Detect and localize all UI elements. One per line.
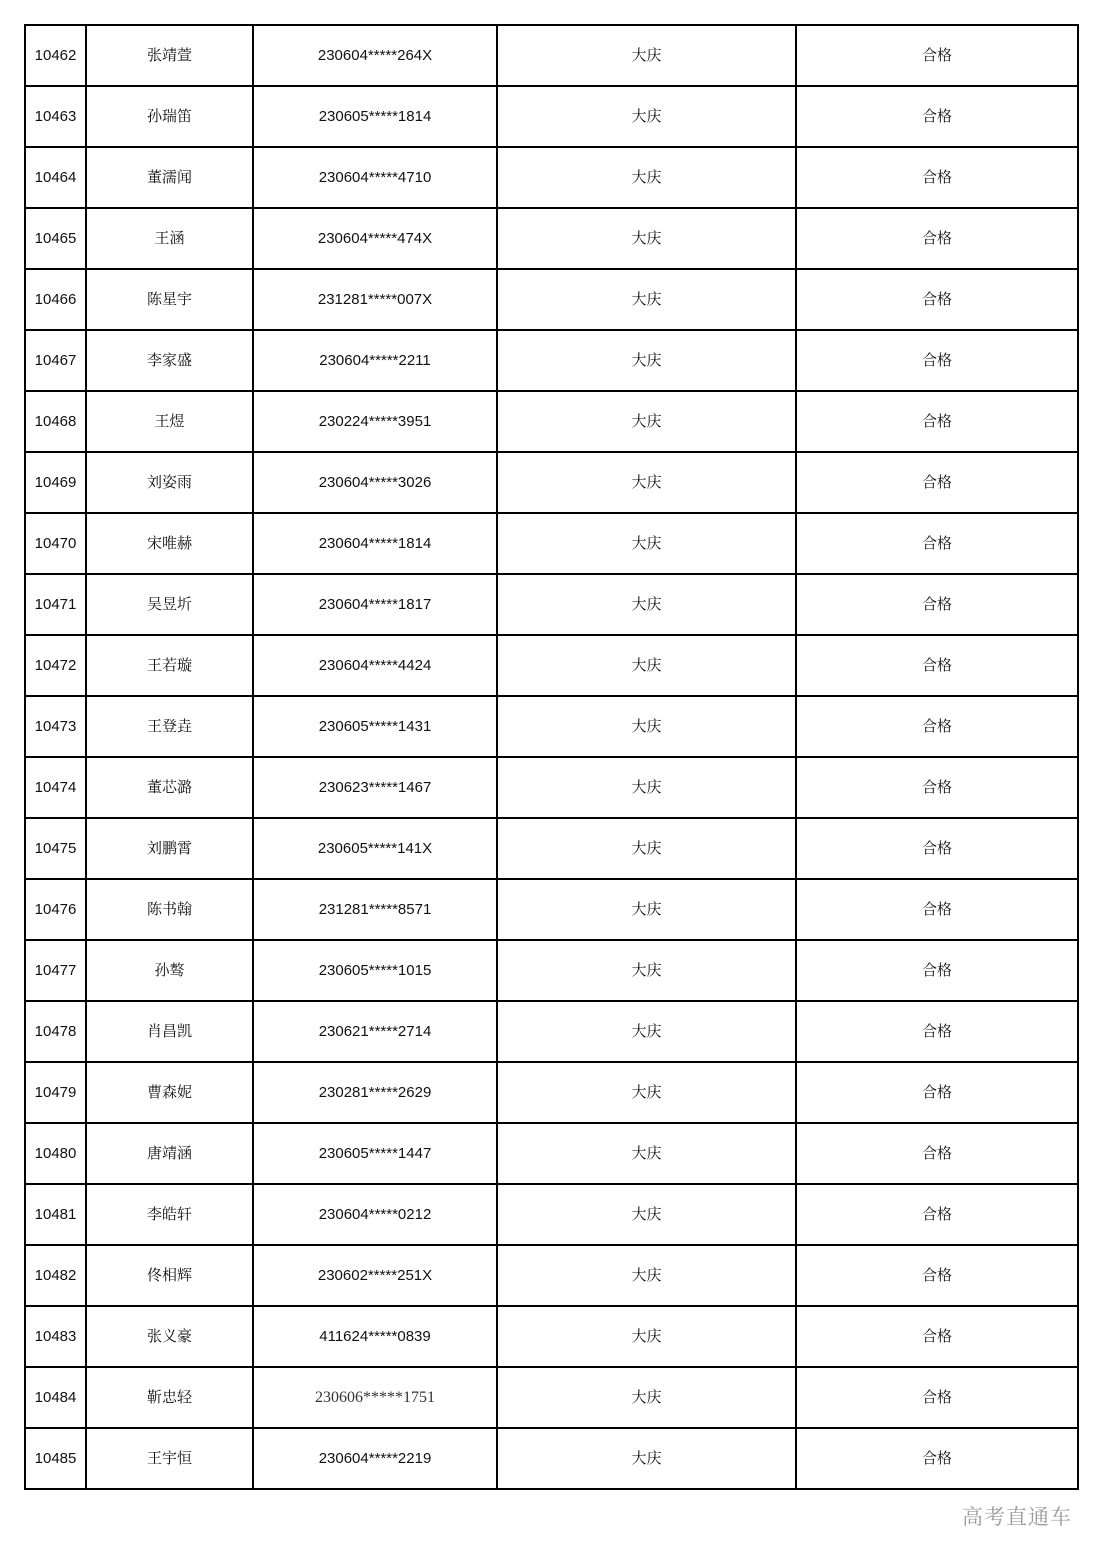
candidate-name: 刘姿雨 — [86, 452, 253, 513]
table-row — [25, 1367, 1078, 1428]
result-status: 合格 — [796, 1367, 1078, 1428]
roster-body — [25, 25, 1078, 1489]
result-status: 合格 — [796, 757, 1078, 818]
row-number: 10476 — [25, 879, 86, 940]
row-number: 10466 — [25, 269, 86, 330]
row-number: 10484 — [25, 1367, 86, 1428]
row-number: 10482 — [25, 1245, 86, 1306]
table-row — [25, 330, 1078, 391]
city: 大庆 — [497, 757, 796, 818]
row-number: 10464 — [25, 147, 86, 208]
result-status: 合格 — [796, 1306, 1078, 1367]
city: 大庆 — [497, 696, 796, 757]
result-status: 合格 — [796, 1001, 1078, 1062]
roster-table — [24, 24, 1079, 1490]
city: 大庆 — [497, 1306, 796, 1367]
city: 大庆 — [497, 635, 796, 696]
result-status: 合格 — [796, 208, 1078, 269]
result-status: 合格 — [796, 330, 1078, 391]
row-number: 10468 — [25, 391, 86, 452]
row-number: 10480 — [25, 1123, 86, 1184]
city: 大庆 — [497, 1062, 796, 1123]
row-number: 10469 — [25, 452, 86, 513]
result-status: 合格 — [796, 269, 1078, 330]
id-number: 230604*****1817 — [253, 574, 497, 635]
id-number: 230604*****474X — [253, 208, 497, 269]
table-row — [25, 940, 1078, 1001]
result-status: 合格 — [796, 940, 1078, 1001]
city: 大庆 — [497, 1367, 796, 1428]
city: 大庆 — [497, 25, 796, 86]
table-row — [25, 1428, 1078, 1489]
id-number: 230604*****2211 — [253, 330, 497, 391]
city: 大庆 — [497, 208, 796, 269]
table-row — [25, 391, 1078, 452]
row-number: 10465 — [25, 208, 86, 269]
candidate-name: 董濡闻 — [86, 147, 253, 208]
candidate-name: 张义豪 — [86, 1306, 253, 1367]
city: 大庆 — [497, 391, 796, 452]
row-number: 10474 — [25, 757, 86, 818]
table-row — [25, 879, 1078, 940]
id-number: 230602*****251X — [253, 1245, 497, 1306]
id-number: 230604*****2219 — [253, 1428, 497, 1489]
candidate-name: 王登垚 — [86, 696, 253, 757]
candidate-name: 张靖萱 — [86, 25, 253, 86]
candidate-name: 刘鹏霄 — [86, 818, 253, 879]
candidate-name: 靳忠轻 — [86, 1367, 253, 1428]
candidate-name: 王若璇 — [86, 635, 253, 696]
candidate-name: 宋唯赫 — [86, 513, 253, 574]
candidate-name: 吴昱圻 — [86, 574, 253, 635]
table-row — [25, 513, 1078, 574]
table-row — [25, 452, 1078, 513]
city: 大庆 — [497, 1123, 796, 1184]
result-status: 合格 — [796, 1123, 1078, 1184]
table-row — [25, 208, 1078, 269]
row-number: 10478 — [25, 1001, 86, 1062]
row-number: 10467 — [25, 330, 86, 391]
candidate-name: 孙骜 — [86, 940, 253, 1001]
id-number: 230606*****1751 — [253, 1367, 497, 1428]
candidate-name: 李皓轩 — [86, 1184, 253, 1245]
row-number: 10470 — [25, 513, 86, 574]
id-number: 230604*****0212 — [253, 1184, 497, 1245]
candidate-name: 董芯潞 — [86, 757, 253, 818]
id-number: 230605*****1015 — [253, 940, 497, 1001]
row-number: 10463 — [25, 86, 86, 147]
candidate-name: 王煜 — [86, 391, 253, 452]
watermark-text: 高考直通车 — [962, 1505, 1072, 1529]
result-status: 合格 — [796, 452, 1078, 513]
id-number: 230604*****4710 — [253, 147, 497, 208]
city: 大庆 — [497, 330, 796, 391]
table-row — [25, 1001, 1078, 1062]
table-row — [25, 1184, 1078, 1245]
result-status: 合格 — [796, 86, 1078, 147]
candidate-name: 曹森妮 — [86, 1062, 253, 1123]
result-status: 合格 — [796, 818, 1078, 879]
table-row — [25, 1306, 1078, 1367]
id-number: 230605*****1447 — [253, 1123, 497, 1184]
table-row — [25, 147, 1078, 208]
table-row — [25, 1245, 1078, 1306]
row-number: 10485 — [25, 1428, 86, 1489]
id-number: 230224*****3951 — [253, 391, 497, 452]
id-number: 230604*****4424 — [253, 635, 497, 696]
result-status: 合格 — [796, 879, 1078, 940]
row-number: 10477 — [25, 940, 86, 1001]
city: 大庆 — [497, 1245, 796, 1306]
id-number: 411624*****0839 — [253, 1306, 497, 1367]
row-number: 10462 — [25, 25, 86, 86]
result-status: 合格 — [796, 574, 1078, 635]
result-status: 合格 — [796, 635, 1078, 696]
table-row — [25, 696, 1078, 757]
table-row — [25, 1062, 1078, 1123]
id-number: 230605*****1431 — [253, 696, 497, 757]
id-number: 230605*****1814 — [253, 86, 497, 147]
candidate-name: 唐靖涵 — [86, 1123, 253, 1184]
id-number: 230604*****1814 — [253, 513, 497, 574]
candidate-name: 佟相辉 — [86, 1245, 253, 1306]
row-number: 10473 — [25, 696, 86, 757]
row-number: 10481 — [25, 1184, 86, 1245]
result-status: 合格 — [796, 1062, 1078, 1123]
table-row — [25, 269, 1078, 330]
table-row — [25, 574, 1078, 635]
result-status: 合格 — [796, 1428, 1078, 1489]
city: 大庆 — [497, 1184, 796, 1245]
id-number: 230605*****141X — [253, 818, 497, 879]
candidate-name: 肖昌凯 — [86, 1001, 253, 1062]
candidate-name: 王宇恒 — [86, 1428, 253, 1489]
row-number: 10483 — [25, 1306, 86, 1367]
result-status: 合格 — [796, 696, 1078, 757]
candidate-name: 孙瑞笛 — [86, 86, 253, 147]
table-row — [25, 25, 1078, 86]
id-number: 231281*****007X — [253, 269, 497, 330]
row-number: 10475 — [25, 818, 86, 879]
table-row — [25, 757, 1078, 818]
city: 大庆 — [497, 879, 796, 940]
table-row — [25, 86, 1078, 147]
city: 大庆 — [497, 574, 796, 635]
id-number: 230604*****3026 — [253, 452, 497, 513]
city: 大庆 — [497, 86, 796, 147]
result-status: 合格 — [796, 1245, 1078, 1306]
city: 大庆 — [497, 940, 796, 1001]
candidate-name: 陈书翰 — [86, 879, 253, 940]
table-row — [25, 818, 1078, 879]
row-number: 10471 — [25, 574, 86, 635]
city: 大庆 — [497, 269, 796, 330]
result-status: 合格 — [796, 147, 1078, 208]
city: 大庆 — [497, 818, 796, 879]
city: 大庆 — [497, 1428, 796, 1489]
table-row — [25, 1123, 1078, 1184]
result-status: 合格 — [796, 1184, 1078, 1245]
row-number: 10479 — [25, 1062, 86, 1123]
id-number: 231281*****8571 — [253, 879, 497, 940]
result-status: 合格 — [796, 391, 1078, 452]
result-status: 合格 — [796, 513, 1078, 574]
candidate-name: 李家盛 — [86, 330, 253, 391]
id-number: 230621*****2714 — [253, 1001, 497, 1062]
candidate-name: 陈星宇 — [86, 269, 253, 330]
city: 大庆 — [497, 452, 796, 513]
id-number: 230281*****2629 — [253, 1062, 497, 1123]
result-status: 合格 — [796, 25, 1078, 86]
row-number: 10472 — [25, 635, 86, 696]
candidate-name: 王涵 — [86, 208, 253, 269]
table-row — [25, 635, 1078, 696]
id-number: 230604*****264X — [253, 25, 497, 86]
id-number: 230623*****1467 — [253, 757, 497, 818]
city: 大庆 — [497, 147, 796, 208]
city: 大庆 — [497, 513, 796, 574]
city: 大庆 — [497, 1001, 796, 1062]
